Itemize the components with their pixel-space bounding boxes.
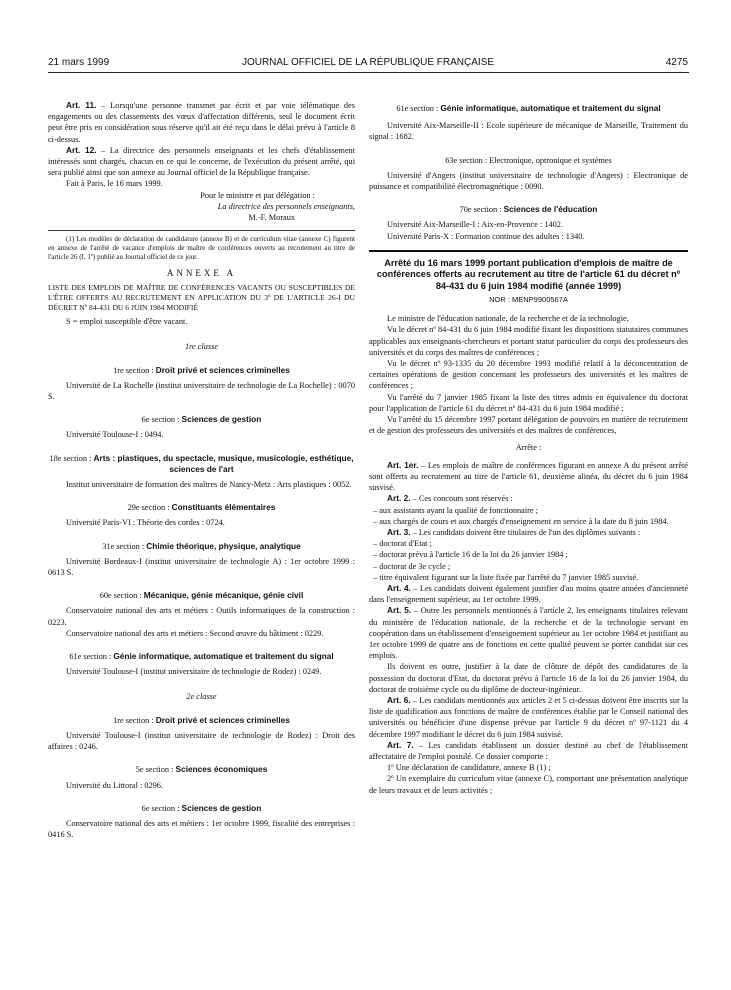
- section-heading: 31e section : Chimie théorique, physique, analytique: [102, 540, 301, 551]
- article-1: Art. 1er. – Les emplois de maître de conférences figurant en annexe A du présent arrêté sont offerts au recrutement au titre de l'article 61, deuxième alinéa, du décret du 6 juin 1984 susvisé.: [369, 459, 688, 493]
- article-11: Art. 11. – Lorsqu'une personne transmet par écrit et par voie télématique des engagements ou des classements des vœux d'affectation différents, seul le document écrit peut être pris en considération sous réserve qu'il ait été reçu dans le délai prévu à l'article 8 ci-dessus.: [48, 100, 355, 144]
- article-5: Art. 5. – Outre les personnels mentionnés à l'article 2, les enseignants titulaires relevant du ministère de l'éducation nationale, de la recherche et de la technologie servant en coopération dans un établissement d'enseignement supérieur au 1er octobre 1984 et justifiant au 1er octobre 1999 de quatre ans de fonctions en cette qualité peuvent se porter candidat sur ces emplois.: [369, 605, 688, 661]
- signature-name: M.-F. Moraux: [248, 213, 295, 223]
- section-entry: Université du Littoral : 0296.: [66, 780, 164, 790]
- section-entry: Université Paris-VI : Théorie des cordes : 0724.: [66, 518, 225, 528]
- class-heading-1: 1re classe: [184, 342, 219, 352]
- section-heading: 6e section : Sciences de gestion: [141, 414, 262, 425]
- section-heading: 60e section : Mécanique, génie mécanique, génie civil: [99, 590, 304, 601]
- article-2-item: – aux chargés de cours et aux chargés d'enseignement en service à la date du 8 juin 1984.: [373, 516, 669, 526]
- class-heading-2: 2e classe: [186, 692, 217, 702]
- section-entry: Université Toulouse-I (institut universitaire de technologie de Rodez) : 0249.: [66, 667, 322, 677]
- article-3-item: – doctorat prévu à l'article 16 de la loi du 26 janvier 1984 ;: [373, 550, 568, 560]
- header-date: 21 mars 1999: [48, 57, 110, 68]
- section-entry: Université Toulouse-I : 0494.: [66, 430, 164, 440]
- section-70-entry-2: Université Paris-X : Formation continue des adultes : 1340.: [387, 231, 585, 241]
- section-61-heading: 61e section : Génie informatique, automatique et traitement du signal: [396, 103, 661, 113]
- article-2-item: – aux assistants ayant la qualité de fonctionnaire ;: [373, 505, 538, 515]
- article-7-item-1: 1º Une déclaration de candidature, annexe B (1) ;: [387, 763, 551, 773]
- second-class-sections: [48, 715, 355, 841]
- section-heading: 1re section : Droit privé et sciences criminelles: [113, 714, 290, 725]
- signature-delegation: Pour le ministre et par délégation :: [200, 190, 315, 200]
- first-class-sections: [48, 365, 355, 678]
- section-entry: Université Toulouse-I (institut universitaire de technologie de Rodez) : Droit des affaires : 0246.: [48, 730, 355, 752]
- article-7-item-2: 2º Un exemplaire du curriculum vitae (annexe C), comportant une présentation analytique de leurs travaux et de leurs activités ;: [369, 774, 688, 795]
- arrete-word: Arrête :: [515, 443, 542, 453]
- visa-minister: Le ministre de l'éducation nationale, de la recherche et de la technologie,: [387, 314, 629, 324]
- signature-function: La directrice des personnels enseignants,: [217, 201, 355, 211]
- section-70-entry-1: Université Aix-Marseille-I : Aix-en-Provence : 1402.: [387, 220, 564, 230]
- article-6: Art. 6. – Les candidats mentionnés aux articles 2 et 5 ci-dessus doivent être inscrits sur la liste de qualification aux fonctions de maître de conférences établie par le Conseil national des universités ou bénéficier d'une dispense prévue par l'article 9 du décret nº 97-1121 du 4 décembre 1997 modifiant le décret du 6 juin 1984 susvisé.: [369, 694, 689, 739]
- article-3-item: – doctorat d'Etat ;: [373, 539, 432, 549]
- section-heading: 18e section : Arts : plastiques, du spectacle, musique, musicologie, esthétique, sciences de l'art: [49, 452, 354, 474]
- article-5-paragraph-2: Ils doivent en outre, justifier à la date de clôture de dépôt des candidatures de la possession du doctorat d'Etat, du doctorat prévu à l'article 16 de la loi du 26 janvier 1984, du doctorat de troisième cycle ou du diplôme de docteur-ingénieur.: [369, 662, 688, 694]
- section-heading: 29e section : Constituants élémentaires: [127, 502, 276, 513]
- page-header: [48, 57, 688, 71]
- visa-3: Vu l'arrêté du 7 janvier 1985 fixant la liste des titres admis en équivalence du doctorat pour l'application de l'article 61 du décret nº 84-431 du 6 juin 1984 modifié ;: [369, 392, 688, 413]
- annexe-title: ANNEXE A: [166, 268, 237, 279]
- article-3-item: – titre équivalent figurant sur la liste fixée par l'arrêté du 7 janvier 1985 susvisé.: [373, 572, 639, 582]
- visa-2: Vu le décret nº 93-1335 du 20 décembre 1993 modifié relatif à la déconcentration de certaines opérations de gestion concernant les professeurs des universités et les maîtres de conférences ;: [369, 359, 688, 391]
- header-rule: [48, 72, 689, 73]
- section-heading: 5e section : Sciences économiques: [135, 764, 268, 775]
- article-7: Art. 7. – Les candidats établissent un dossier destiné au chef de l'établissement affectataire de l'emploi postulé. Ce dossier comporte :: [369, 739, 689, 761]
- section-heading: 61e section : Génie informatique, automatique et traitement du signal: [69, 651, 334, 662]
- section-70-heading: 70e section : Sciences de l'éducation: [459, 204, 598, 215]
- article-4: Art. 4. – Les candidats doivent également justifier d'au moins quatre années d'ancienneté dans l'enseignement supérieur, au 1er octobre 1999.: [369, 582, 689, 605]
- arrete-title: Arrêté du 16 mars 1999 portant publication d'emplois de maître de conférences offerts au recrutement au titre de l'article 61 du décret nº 84-431 du 6 juin 1984 modifié (année 1999): [376, 257, 681, 291]
- section-entry: Institut universitaire de formation des maîtres de Nancy-Metz : Arts plastiques : 0052.: [66, 480, 352, 490]
- article-3-item: – doctorat de 3e cycle ;: [373, 561, 451, 571]
- section-entry: Conservatoire national des arts et métiers : 1er octobre 1999, fiscalité des entreprises : 0416 S.: [48, 818, 355, 840]
- section-entry: Conservatoire national des arts et métiers : Second œuvre du bâtiment : 0229.: [66, 628, 324, 638]
- visa-4: Vu l'arrêté du 15 décembre 1997 portant délégation de pouvoirs en matière de recrutement et de gestion des professeurs des universités et des maîtres de conférences,: [369, 415, 688, 436]
- legend: S = emploi susceptible d'être vacant.: [66, 317, 188, 327]
- section-63-heading: 63e section : Electronique, optronique et systèmes: [445, 155, 612, 165]
- article-2: Art. 2. – Ces concours sont réservés :: [387, 493, 513, 504]
- right-column: [369, 103, 688, 796]
- section-61-entry: Université Aix-Marseille-II : Ecole supérieure de mécanique de Marseille, Traitement du signal : 1682.: [369, 121, 688, 142]
- section-63-entry: Université d'Angers (institut universitaire de technologie d'Angers) : Electronique de puissance et compatibilité électromagnétique : 0090.: [369, 170, 688, 192]
- section-heading: 1re section : Droit privé et sciences criminelles: [113, 364, 290, 375]
- article-12: Art. 12. – La directrice des personnels enseignants et les chefs d'établissement intéressés sont chargés, chacun en ce qui le concerne, de l'exécution du présent arrêté, qui sera publié ainsi que son annexe au Journal officiel de la République française.: [48, 144, 355, 178]
- section-entry: Université Bordeaux-I (institut universitaire de technologie A) : 1er octobre 1999 : 0613 S.: [48, 556, 355, 578]
- header-journal-title: JOURNAL OFFICIEL DE LA RÉPUBLIQUE FRANÇAISE: [241, 57, 495, 68]
- header-page-number: 4275: [665, 57, 688, 68]
- footnote-separator: [48, 230, 355, 231]
- section-entry: Université de La Rochelle (institut universitaire de technologie de La Rochelle) : 0070 S.: [48, 380, 355, 402]
- section-entry: Conservatoire national des arts et métiers : Outils informatiques de la construction : 0223.: [48, 606, 355, 627]
- article-3: Art. 3. – Les candidats doivent être titulaires de l'un des diplômes suivants :: [387, 526, 641, 537]
- section-heading: 6e section : Sciences de gestion: [141, 802, 262, 813]
- annexe-list-title: LISTE DES EMPLOIS DE MAÎTRE DE CONFÉRENCES VACANTS OU SUSCEPTIBLES DE L'ÊTRE OFFERTS AU RECRUTEMENT EN APPLICATION DU 3º DE L'ARTICLE 26-I DU DÉCRET Nº 84-431 DU 6 JUIN 1984 MODIFIÉ: [48, 283, 355, 312]
- nor-reference: NOR : MENP9900567A: [489, 295, 568, 305]
- visa-1: Vu le décret nº 84-431 du 6 juin 1984 modifié fixant les dispositions statutaires communes applicables aux enseignants-chercheurs et portant statut particulier du corps des professeurs des universités et du corps des maîtres de conférences ;: [369, 325, 688, 357]
- left-column: [48, 100, 355, 840]
- footnote: (1) Les modèles de déclaration de candidature (annexe B) et de curriculum vitae (annexe C) figurent en annexe de l'arrêté de vacance d'emplois de maître de conférences ouverts au recrutement au titre de l'article 26 (I, 1º) publié au Journal officiel de ce jour.: [48, 235, 355, 262]
- signature-place-date: Fait à Paris, le 16 mars 1999.: [66, 179, 163, 189]
- arrete-separator: [369, 250, 688, 252]
